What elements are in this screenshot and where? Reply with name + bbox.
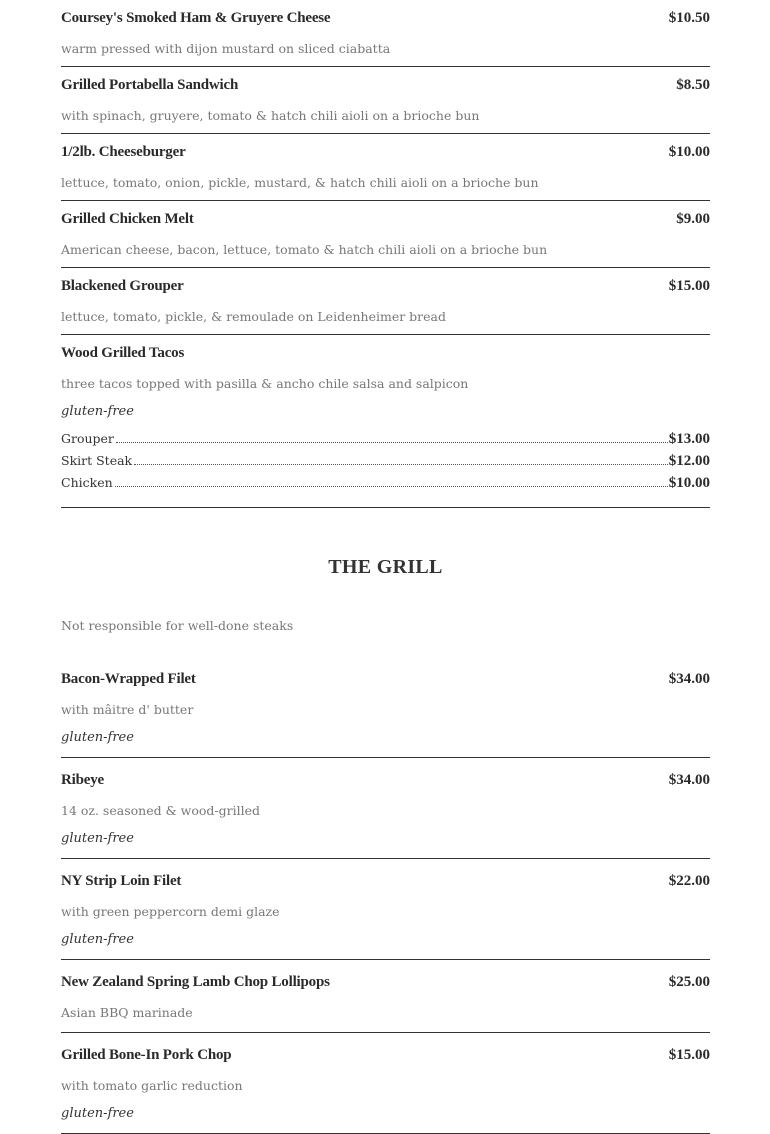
item-price: $25.00	[668, 974, 710, 990]
item-name: Grilled Portabella Sandwich	[61, 77, 239, 93]
dietary-tag: gluten-free	[61, 831, 134, 846]
sandwich-list	[61, 0, 710, 508]
item-name: Grilled Chicken Melt	[61, 211, 194, 227]
item-description: with green peppercorn demi glaze	[61, 904, 280, 919]
grill-list	[61, 671, 710, 1134]
item-description: with mâitre d' butter	[61, 702, 194, 717]
dot-leader	[134, 463, 668, 465]
item-price: $9.00	[676, 211, 710, 227]
item-price: $34.00	[668, 671, 710, 687]
option-price: $10.00	[668, 475, 710, 491]
item-price: $10.50	[668, 10, 710, 26]
dietary-tag: gluten-free	[61, 404, 134, 419]
item-name: Ribeye	[61, 772, 104, 788]
item-description: lettuce, tomato, onion, pickle, mustard, & hatch chili aioli on a brioche bun	[61, 175, 539, 190]
item-name: Blackened Grouper	[61, 278, 184, 294]
option-name: Chicken	[61, 475, 113, 490]
item-price: $34.00	[668, 772, 710, 788]
option-price: $12.00	[668, 453, 710, 469]
item-name: New Zealand Spring Lamb Chop Lollipops	[61, 974, 330, 990]
item-name: Grilled Bone-In Pork Chop	[61, 1047, 232, 1063]
item-description: Asian BBQ marinade	[61, 1005, 193, 1020]
price-option	[61, 453, 710, 475]
menu-item	[61, 134, 710, 201]
menu-item	[61, 758, 710, 859]
menu-item	[61, 268, 710, 335]
option-price: $13.00	[668, 431, 710, 447]
item-name: Coursey's Smoked Ham & Gruyere Cheese	[61, 10, 331, 26]
menu-item	[61, 0, 710, 67]
item-price: $8.50	[676, 77, 710, 93]
dot-leader	[115, 485, 668, 487]
item-price: $10.00	[668, 144, 710, 160]
menu-item	[61, 671, 710, 758]
item-description: 14 oz. seasoned & wood-grilled	[61, 803, 261, 818]
item-description: with tomato garlic reduction	[61, 1078, 243, 1093]
menu-item	[61, 859, 710, 960]
menu-item-tacos	[61, 335, 710, 508]
dietary-tag: gluten-free	[61, 1106, 134, 1121]
dietary-tag: gluten-free	[61, 730, 134, 745]
menu-item	[61, 1033, 710, 1134]
menu-item	[61, 67, 710, 134]
option-name: Grouper	[61, 431, 114, 446]
dot-leader	[116, 441, 668, 443]
item-name: Wood Grilled Tacos	[61, 345, 185, 361]
dietary-tag: gluten-free	[61, 932, 134, 947]
menu-item	[61, 960, 710, 1033]
price-options	[61, 431, 710, 497]
item-description: lettuce, tomato, pickle, & remoulade on Leidenheimer bread	[61, 309, 446, 324]
price-option	[61, 431, 710, 453]
item-price: $22.00	[668, 873, 710, 889]
item-description: warm pressed with dijon mustard on sliced ciabatta	[61, 41, 391, 56]
menu-page	[61, 0, 710, 1134]
option-name: Skirt Steak	[61, 453, 133, 468]
item-name: 1/2lb. Cheeseburger	[61, 144, 186, 160]
section-title: THE GRILL	[328, 556, 443, 578]
item-description: with spinach, gruyere, tomato & hatch chili aioli on a brioche bun	[61, 108, 480, 123]
item-description: American cheese, bacon, lettuce, tomato & hatch chili aioli on a brioche bun	[61, 242, 548, 257]
item-name: NY Strip Loin Filet	[61, 873, 182, 889]
price-option	[61, 475, 710, 497]
item-name: Bacon-Wrapped Filet	[61, 671, 196, 687]
item-description: three tacos topped with pasilla & ancho chile salsa and salpicon	[61, 376, 469, 391]
menu-item	[61, 201, 710, 268]
section-note: Not responsible for well-done steaks	[61, 618, 294, 633]
item-price: $15.00	[668, 1047, 710, 1063]
item-price: $15.00	[668, 278, 710, 294]
